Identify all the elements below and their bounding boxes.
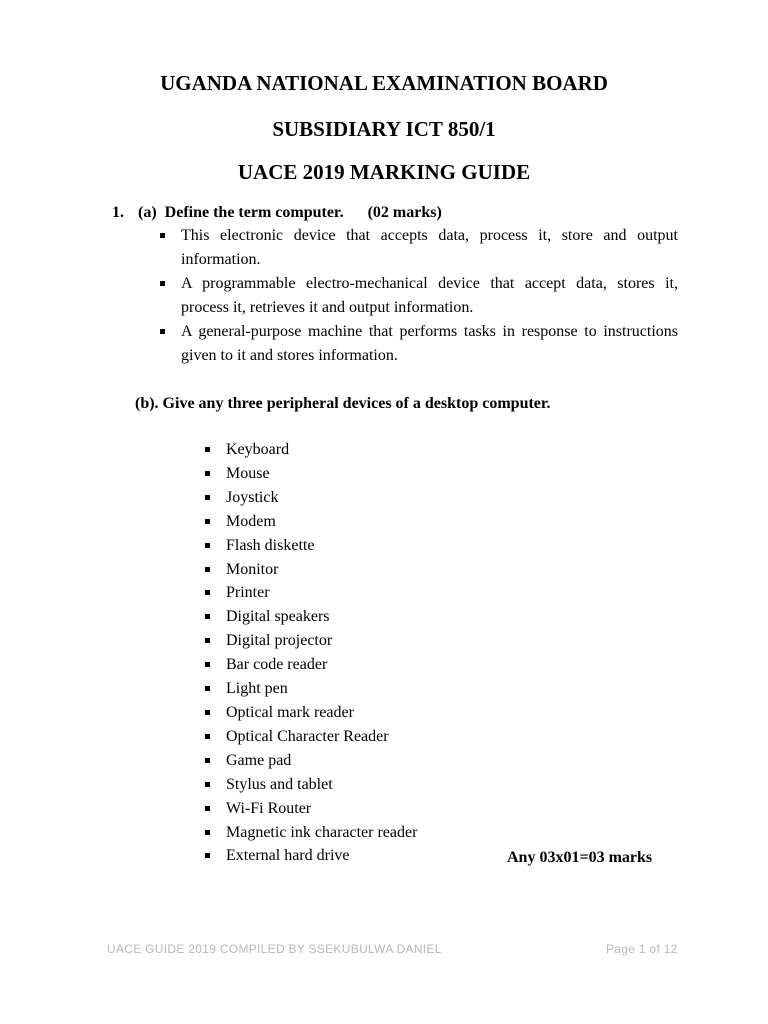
list-item: Optical mark reader bbox=[203, 701, 673, 725]
list-item: This electronic device that accepts data, process it, store and output information. bbox=[158, 224, 678, 271]
part-a-marks: (02 marks) bbox=[367, 204, 442, 221]
list-item: Light pen bbox=[203, 677, 673, 701]
list-item: Flash diskette bbox=[203, 534, 673, 558]
list-item: Keyboard bbox=[203, 438, 673, 462]
list-item: Wi-Fi Router bbox=[203, 797, 673, 821]
list-item: A programmable electro-mechanical device that accept data, stores it, process it, retrieves it and output information. bbox=[158, 272, 678, 319]
part-b-prompt: (b). Give any three peripheral devices of a desktop computer. bbox=[135, 395, 551, 412]
footer-compiler: UACE GUIDE 2019 COMPILED BY SSEKUBULWA DANIEL bbox=[107, 942, 442, 956]
list-item: Bar code reader bbox=[203, 653, 673, 677]
list-item: Modem bbox=[203, 510, 673, 534]
list-item: Monitor bbox=[203, 558, 673, 582]
question-number: 1. bbox=[112, 204, 124, 221]
part-a-answers bbox=[158, 224, 678, 368]
list-item: Stylus and tablet bbox=[203, 773, 673, 797]
question-1a bbox=[112, 203, 442, 223]
part-a-label: (a) bbox=[138, 204, 157, 221]
list-item: Magnetic ink character reader bbox=[203, 821, 673, 845]
list-item: Printer bbox=[203, 581, 673, 605]
subject-title: SUBSIDIARY ICT 850/1 bbox=[272, 117, 496, 141]
board-title: UGANDA NATIONAL EXAMINATION BOARD bbox=[160, 71, 608, 95]
part-b-marks: Any 03x01=03 marks bbox=[507, 849, 653, 866]
list-item: Game pad bbox=[203, 749, 673, 773]
part-a-prompt: Define the term computer. bbox=[164, 204, 344, 221]
list-item: Digital projector bbox=[203, 629, 673, 653]
peripheral-devices-list bbox=[203, 438, 673, 868]
list-item: Digital speakers bbox=[203, 605, 673, 629]
list-item: Joystick bbox=[203, 486, 673, 510]
list-item: External hard drive bbox=[203, 844, 673, 868]
guide-title: UACE 2019 MARKING GUIDE bbox=[237, 160, 531, 184]
list-item: Optical Character Reader bbox=[203, 725, 673, 749]
list-item: A general-purpose machine that performs tasks in response to instructions given to it and stores information. bbox=[158, 320, 678, 367]
footer-page-number: Page 1 of 12 bbox=[606, 942, 678, 956]
list-item: Mouse bbox=[203, 462, 673, 486]
